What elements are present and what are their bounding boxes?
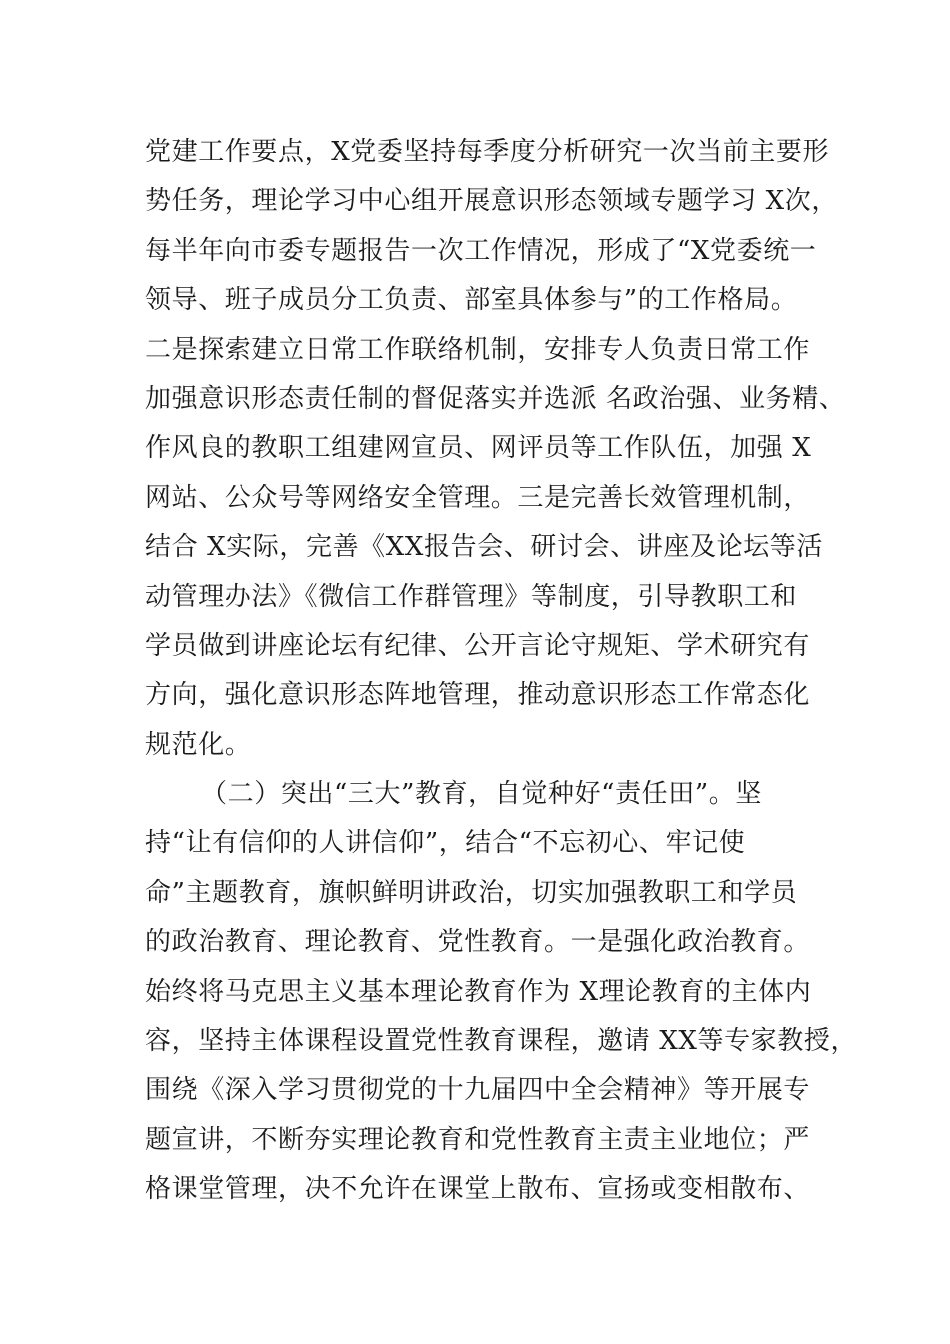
text-line: 始终将马克思主义基本理论教育作为 X理论教育的主体内 [145,976,812,1007]
text-line: 格课堂管理，决不允许在课堂上散布、宣扬或变相散布、 [145,1174,811,1205]
document-body [145,128,858,1215]
text-line: 二是探索建立日常工作联络机制，安排专人负责日常工作 [145,334,811,365]
text-line: 规范化。 [145,729,252,760]
text-line: 领导、班子成员分工负责、部室具体参与”的工作格局。 [145,285,798,316]
text-line: 学员做到讲座论坛有纪律、公开言论守规矩、学术研究有 [145,630,811,661]
text-line: 命”主题教育，旗帜鲜明讲政治，切实加强教职工和学员 [145,877,798,908]
text-line: 的政治教育、理论教育、党性教育。一是强化政治教育。 [145,927,811,958]
text-line: 势任务，理论学习中心组开展意识形态领域专题学习 X次， [145,186,838,217]
text-line: 围绕《深入学习贯彻党的十九届四中全会精神》等开展专 [145,1075,811,1106]
text-line: 网站、公众号等网络安全管理。三是完善长效管理机制， [145,482,811,513]
text-line: 方向，强化意识形态阵地管理，推动意识形态工作常态化 [145,680,811,711]
text-line: 作风良的教职工组建网宣员、网评员等工作队伍，加强 X [145,433,812,464]
text-line: 结合 X实际，完善《XX报告会、研讨会、讲座及论坛等活 [145,532,823,563]
text-line: 每半年向市委专题报告一次工作情况，形成了“X党委统一 [145,235,817,266]
text-line: 加强意识形态责任制的督促落实并选派 名政治强、业务精、 [145,383,846,414]
text-line: 题宣讲，不断夯实理论教育和党性教育主责主业地位；严 [145,1124,811,1155]
text-line: 持“让有信仰的人讲信仰”，结合“不忘初心、牢记使 [145,828,746,859]
text-line: 党建工作要点，X党委坚持每季度分析研究一次当前主要形 [145,137,830,167]
text-line: 动管理办法》《微信工作群管理》等制度，引导教职工和 [145,581,798,612]
text-line: 容，坚持主体课程设置党性教育课程，邀请 XX等专家教授， [145,1026,858,1057]
section-heading-line: （二）突出“三大”教育，自觉种好“责任田”。坚 [201,779,762,810]
